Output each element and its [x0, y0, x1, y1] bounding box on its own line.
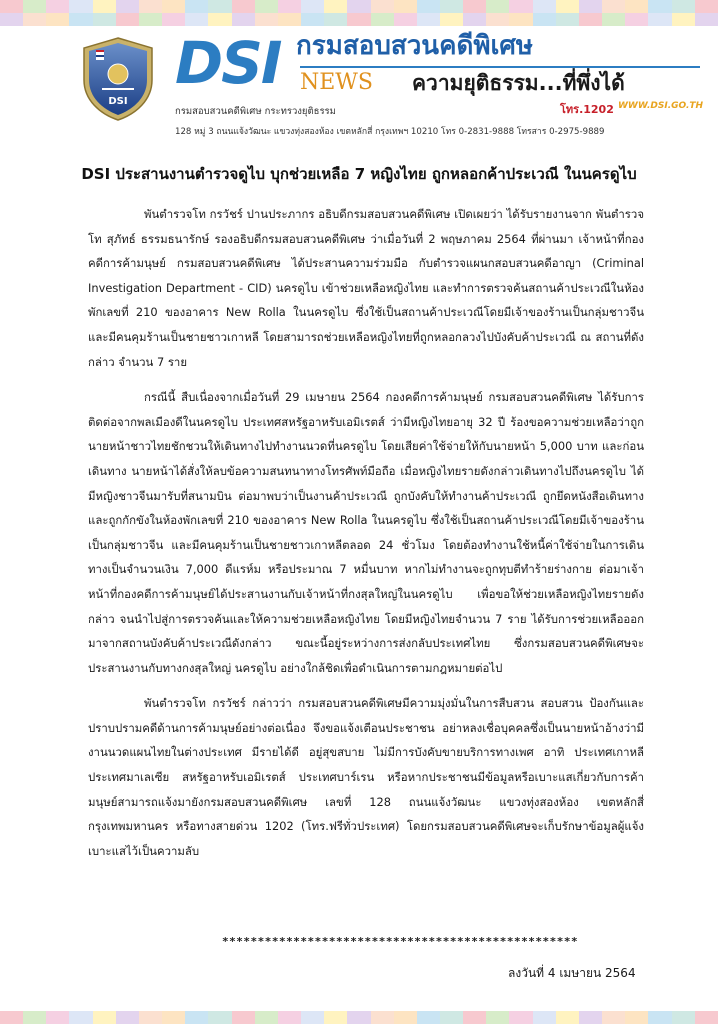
- strip-cell: [556, 0, 579, 13]
- strip-cell: [440, 0, 463, 13]
- strip-cell: [602, 1011, 625, 1024]
- org-line: กรมสอบสวนคดีพิเศษ กระทรวงยุติธรรม: [175, 106, 336, 117]
- strip-cell: [301, 0, 324, 13]
- separator-stars: **************************************************: [222, 935, 579, 948]
- strip-cell: [69, 1011, 92, 1024]
- strip-cell: [162, 0, 185, 13]
- strip-cell: [93, 0, 116, 13]
- strip-cell: [371, 13, 394, 26]
- strip-cell: [232, 13, 255, 26]
- slogan: ความยุติธรรม...ที่พึ่งได้: [412, 71, 625, 95]
- strip-cell: [625, 13, 648, 26]
- paragraph: พันตำรวจโท กรวัชร์ ปานประภากร อธิบดีกรมสอบสวนคดีพิเศษ เปิดเผยว่า ได้รับรายงานจาก พันตำรวจโท สุภัทธ์ ธรรมธนารักษ์ รองอธิบดีกรมสอบสวนคดีพิเศษ ว่าเมื่อวันที่ 2 พฤษภาคม 2564 ที่ผ่านมา เจ้าหน้าที่กองคดีการค้ามนุษย์ กรมสอบสวนคดีพิเศษ ได้ประสานความร่วมมือ กับตำรวจแผนกสอบสวนคดีอาญา (Criminal Investigation Department - CID) นครดูไบ เข้าช่วยเหลือหญิงไทย และทำการตรวจค้นสถานค้าประเวณีในห้องพักเลขที่ 210 ของอาคาร New Rolla ในนครดูไบ ซึ่งใช้เป็นสถานค้าประเวณีโดยมีเจ้าของร้านเป็นกลุ่มชาวจีน และมีคนคุมร้านเป็นชายชาวเกาหลี โดยสามารถช่วยเหลือหญิงไทยที่ถูกหลอกลวงไปบังคับค้าประเวณี ณ สถานที่ดังกล่าว จำนวน 7 ราย: [88, 207, 644, 369]
- strip-cell: [440, 1011, 463, 1024]
- strip-cell: [695, 0, 718, 13]
- dsi-emblem-icon: [80, 36, 156, 122]
- strip-cell: [417, 0, 440, 13]
- strip-cell: [116, 13, 139, 26]
- strip-cell: [602, 13, 625, 26]
- strip-cell: [672, 0, 695, 13]
- strip-cell: [509, 1011, 532, 1024]
- strip-cell: [625, 1011, 648, 1024]
- brand-short: DSI: [175, 29, 281, 97]
- strip-cell: [556, 13, 579, 26]
- paragraph: พันตำรวจโท กรวัชร์ กล่าวว่า กรมสอบสวนคดีพิเศษมีความมุ่งมั่นในการสืบสวน สอบสวน ป้องกันและปราบปรามคดีด้านการค้ามนุษย์อย่างต่อเนื่อง จึงขอแจ้งเตือนประชาชน อย่าหลงเชื่อบุคคลซึ่งเป็นนายหน้าอ้างว่ามีงานนวดแผนไทยในต่างประเทศ มีรายได้ดี อยู่สุขสบาย ไม่มีการบังคับขายบริการทางเพศ อาทิ ประเทศเกาหลี ประเทศมาเลเซีย สหรัฐอาหรับเอมิเรตส์ ประเทศบาร์เรน หรือหากประชาชนมีข้อมูลหรือเบาะแสเกี่ยวกับการค้ามนุษย์สามารถแจ้งมายังกรมสอบสวนคดีพิเศษ เลขที่ 128 ถนนแจ้งวัฒนะ แขวงทุ่งสองห้อง เขตหลักสี่ กรุงเทพมหานคร หรือทางสายด่วน 1202 (โทร.ฟรีทั่วประเทศ) โดยกรมสอบสวนคดีพิเศษจะเก็บรักษาข้อมูลผู้แจ้งเบาะแสไว้เป็นความลับ: [88, 696, 644, 858]
- strip-cell: [139, 13, 162, 26]
- strip-cell: [347, 1011, 370, 1024]
- strip-cell: [672, 13, 695, 26]
- strip-cell: [116, 1011, 139, 1024]
- title-rule: [300, 66, 700, 68]
- strip-cell: [486, 0, 509, 13]
- article-headline: DSI ประสานงานตำรวจดูไบ บุกช่วยเหลือ 7 หญิงไทย ถูกหลอกค้าประเวณี ในนครดูไบ: [81, 165, 637, 183]
- strip-cell: [23, 1011, 46, 1024]
- strip-cell: [486, 1011, 509, 1024]
- news-label: NEWS: [300, 70, 373, 95]
- svg-text:DSI: DSI: [108, 96, 128, 107]
- letterhead: [0, 26, 718, 138]
- strip-cell: [301, 1011, 324, 1024]
- strip-cell: [324, 0, 347, 13]
- strip-cell: [278, 13, 301, 26]
- strip-cell: [394, 1011, 417, 1024]
- strip-cell: [371, 0, 394, 13]
- strip-cell: [93, 13, 116, 26]
- strip-cell: [69, 0, 92, 13]
- strip-cell: [602, 0, 625, 13]
- strip-cell: [139, 0, 162, 13]
- strip-cell: [23, 13, 46, 26]
- strip-cell: [509, 0, 532, 13]
- strip-cell: [417, 13, 440, 26]
- org-thai-title: กรมสอบสวนคดีพิเศษ: [296, 31, 534, 61]
- date-line: ลงวันที่ 4 เมษายน 2564: [508, 966, 636, 980]
- hotline: โทร.1202: [560, 103, 614, 116]
- strip-cell: [695, 13, 718, 26]
- strip-cell: [324, 1011, 347, 1024]
- strip-cell: [185, 13, 208, 26]
- strip-cell: [46, 1011, 69, 1024]
- strip-cell: [440, 13, 463, 26]
- bottom-color-strip: [0, 1011, 718, 1024]
- strip-cell: [648, 1011, 671, 1024]
- strip-cell: [278, 1011, 301, 1024]
- strip-cell: [116, 0, 139, 13]
- top-color-strip: [0, 0, 718, 26]
- strip-cell: [672, 1011, 695, 1024]
- strip-cell: [394, 13, 417, 26]
- strip-cell: [625, 0, 648, 13]
- strip-cell: [208, 0, 231, 13]
- strip-cell: [579, 1011, 602, 1024]
- strip-cell: [579, 0, 602, 13]
- paragraph: กรณีนี้ สืบเนื่องจากเมื่อวันที่ 29 เมษายน 2564 กองคดีการค้ามนุษย์ กรมสอบสวนคดีพิเศษ ได้รับการติดต่อจากพลเมืองดีในนครดูไบ ประเทศสหรัฐอาหรับเอมิเรตส์ ว่ามีหญิงไทยอายุ 32 ปี ร้องขอความช่วยเหลือว่าถูกนายหน้าชาวไทยชักชวนให้เดินทางไปทำงานนวดที่นครดูไบ โดยเสียค่าใช้จ่ายให้กับนายหน้า 5,000 บาท และก่อนเดินทาง นายหน้าได้สั่งให้ลบข้อความสนทนาทางโทรศัพท์มือถือ เมื่อหญิงไทยรายดังกล่าวเดินทางไปถึงนครดูไบ ได้มีหญิงชาวจีนมารับที่สนามบิน ต่อมาพบว่าเป็นงานค้าประเวณี ถูกบังคับให้ทำงานค้าประเวณี ถูกยึดหนังสือเดินทาง และถูกกักขังในห้องพักเลขที่ 210 ของอาคาร New Rolla ในนครดูไบ ซึ่งใช้เป็นสถานค้าประเวณีโดยมีเจ้าของร้านเป็นกลุ่มชาวจีน และมีคนคุมร้านเป็นชายชาวเกาหลีตลอด 24 ชั่วโมง โดยต้องทำงานใช้หนี้ค่าใช้จ่ายในการเดินทางเป็นจำนวนเงิน 7,000 ดีแรห์ม หรือประมาณ 7 หมื่นบาท หากไม่ทำงานจะถูกทุบตีทำร้ายร่างกาย ต่อมาเจ้าหน้าที่กองคดีการค้ามนุษย์ได้ประสานงานกับเจ้าหน้าที่กงสุลใหญ่ในนครดูไบ เพื่อขอให้ช่วยเหลือหญิงไทยรายดังกล่าว จนนำไปสู่การตรวจค้นและให้ความช่วยเหลือหญิงไทย โดยมีหญิงไทยจำนวน 7 ราย ได้รับการช่วยเหลือออกมาจากสถานบังคับค้าประเวณีดังกล่าว ขณะนี้อยู่ระหว่างการส่งกลับประเทศไทย ซึ่งกรมสอบสวนคดีพิเศษจะประสานงานกับทางกงสุลใหญ่ นครดูไบ อย่างใกล้ชิดเพื่อดำเนินการตามกฎหมายต่อไป: [88, 390, 644, 675]
- strip-cell: [185, 0, 208, 13]
- strip-cell: [371, 1011, 394, 1024]
- strip-cell: [556, 1011, 579, 1024]
- address-line: 128 หมู่ 3 ถนนแจ้งวัฒนะ แขวงทุ่งสองห้อง เขตหลักสี่ กรุงเทพฯ 10210 โทร 0-2831-9888 โทรสาร 0-2975-9889: [175, 127, 605, 137]
- strip-cell: [23, 0, 46, 13]
- strip-cell: [278, 0, 301, 13]
- strip-cell: [139, 1011, 162, 1024]
- strip-cell: [232, 0, 255, 13]
- strip-cell: [255, 13, 278, 26]
- article-body: [88, 202, 644, 874]
- strip-cell: [185, 1011, 208, 1024]
- strip-cell: [255, 1011, 278, 1024]
- strip-cell: [301, 13, 324, 26]
- strip-cell: [648, 0, 671, 13]
- strip-cell: [463, 0, 486, 13]
- strip-cell: [232, 1011, 255, 1024]
- strip-cell: [648, 13, 671, 26]
- strip-cell: [162, 13, 185, 26]
- strip-cell: [463, 1011, 486, 1024]
- strip-cell: [533, 13, 556, 26]
- strip-cell: [46, 13, 69, 26]
- strip-cell: [417, 1011, 440, 1024]
- strip-cell: [324, 13, 347, 26]
- strip-cell: [208, 13, 231, 26]
- strip-cell: [69, 13, 92, 26]
- strip-cell: [509, 13, 532, 26]
- strip-cell: [93, 1011, 116, 1024]
- strip-cell: [347, 13, 370, 26]
- strip-cell: [579, 13, 602, 26]
- strip-cell: [0, 13, 23, 26]
- strip-cell: [463, 13, 486, 26]
- strip-cell: [533, 1011, 556, 1024]
- strip-cell: [533, 0, 556, 13]
- strip-cell: [208, 1011, 231, 1024]
- strip-cell: [162, 1011, 185, 1024]
- strip-cell: [255, 0, 278, 13]
- strip-cell: [486, 13, 509, 26]
- strip-cell: [695, 1011, 718, 1024]
- strip-cell: [394, 0, 417, 13]
- strip-cell: [0, 1011, 23, 1024]
- strip-cell: [46, 0, 69, 13]
- website: WWW.DSI.GO.TH: [618, 101, 704, 111]
- strip-cell: [0, 0, 23, 13]
- strip-cell: [347, 0, 370, 13]
